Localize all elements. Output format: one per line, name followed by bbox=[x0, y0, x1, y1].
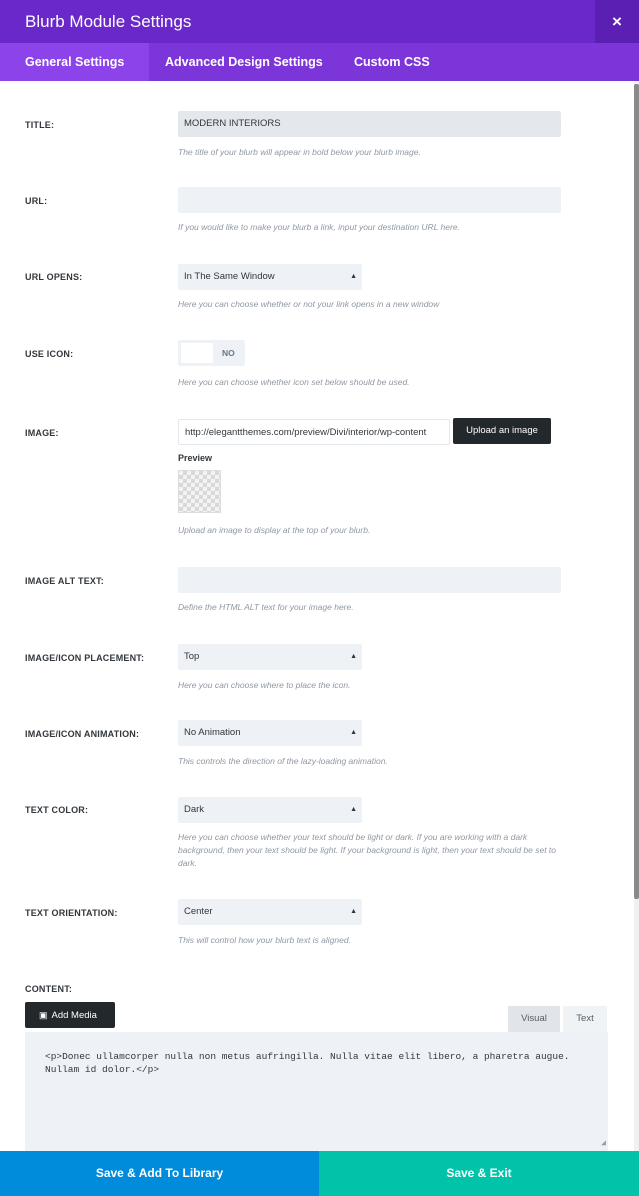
animation-select[interactable] bbox=[178, 720, 362, 746]
toggle-knob bbox=[181, 343, 213, 363]
placement-select[interactable] bbox=[178, 644, 362, 670]
alt-text-input[interactable] bbox=[178, 567, 561, 593]
add-media-button[interactable] bbox=[25, 1002, 115, 1028]
select-arrows-icon: ▲ bbox=[350, 729, 357, 736]
close-icon: × bbox=[612, 12, 622, 31]
select-arrows-icon: ▲ bbox=[350, 908, 357, 915]
editor-tab-visual[interactable]: Visual bbox=[508, 1006, 560, 1032]
image-preview bbox=[178, 470, 221, 513]
resize-handle-icon[interactable]: ◢ bbox=[601, 1139, 606, 1148]
alt-text-description: Define the HTML ALT text for your image here. bbox=[178, 602, 354, 612]
scrollbar-thumb[interactable] bbox=[634, 84, 639, 899]
media-icon: ▣ bbox=[39, 1010, 48, 1020]
modal-title: Blurb Module Settings bbox=[25, 12, 192, 31]
url-opens-value: In The Same Window bbox=[184, 271, 275, 282]
content-text: <p>Donec ullamcorper nulla non metus aufringilla. Nulla vitae elit libero, a pharetra augue. Nullam id dolor.</p> bbox=[45, 1051, 570, 1075]
use-icon-description: Here you can choose whether icon set below should be used. bbox=[178, 377, 410, 387]
text-color-description: Here you can choose whether your text should be light or dark. If you are working with a dark background, then your text should be light. If your background is light, then your text should be set to dark. bbox=[178, 832, 557, 868]
tab-custom-css[interactable]: Custom CSS bbox=[354, 55, 430, 69]
placement-value: Top bbox=[184, 651, 200, 662]
title-description: The title of your blurb will appear in bold below your blurb image. bbox=[178, 147, 421, 157]
animation-label: IMAGE/ICON ANIMATION: bbox=[25, 729, 140, 739]
url-opens-label: URL OPENS: bbox=[25, 272, 83, 282]
placement-label: IMAGE/ICON PLACEMENT: bbox=[25, 653, 145, 663]
image-description: Upload an image to display at the top of your blurb. bbox=[178, 525, 371, 535]
content-label: CONTENT: bbox=[25, 984, 73, 994]
text-color-value: Dark bbox=[184, 804, 205, 815]
animation-description: This controls the direction of the lazy-loading animation. bbox=[178, 756, 388, 766]
select-arrows-icon: ▲ bbox=[350, 653, 357, 660]
url-description: If you would like to make your blurb a link, input your destination URL here. bbox=[178, 222, 460, 232]
use-icon-label: USE ICON: bbox=[25, 349, 74, 359]
text-color-select[interactable] bbox=[178, 797, 362, 823]
orientation-value: Center bbox=[184, 906, 213, 917]
toggle-state: NO bbox=[222, 348, 235, 358]
orientation-label: TEXT ORIENTATION: bbox=[25, 908, 118, 918]
url-label: URL: bbox=[25, 196, 48, 206]
save-exit-button[interactable]: Save & Exit bbox=[319, 1151, 639, 1196]
select-arrows-icon: ▲ bbox=[350, 273, 357, 280]
preview-label: Preview bbox=[178, 453, 213, 463]
alt-text-label: IMAGE ALT TEXT: bbox=[25, 576, 104, 586]
url-input[interactable] bbox=[178, 187, 561, 213]
content-editor[interactable] bbox=[25, 1032, 608, 1152]
select-arrows-icon: ▲ bbox=[350, 806, 357, 813]
use-icon-toggle[interactable] bbox=[178, 340, 245, 366]
upload-image-button[interactable]: Upload an image bbox=[453, 418, 551, 444]
add-media-label: Add Media bbox=[51, 1010, 97, 1021]
tab-general-settings[interactable]: General Settings bbox=[0, 43, 149, 81]
modal-header bbox=[0, 0, 639, 43]
placement-description: Here you can choose where to place the icon. bbox=[178, 680, 351, 690]
settings-tabs bbox=[0, 43, 639, 81]
close-button[interactable] bbox=[595, 0, 639, 43]
title-label: TITLE: bbox=[25, 120, 55, 130]
save-add-to-library-button[interactable]: Save & Add To Library bbox=[0, 1151, 319, 1196]
image-url-input[interactable]: http://elegantthemes.com/preview/Divi/interior/wp-content bbox=[178, 419, 450, 445]
orientation-select[interactable] bbox=[178, 899, 362, 925]
url-opens-select[interactable] bbox=[178, 264, 362, 290]
tab-advanced-design-settings[interactable]: Advanced Design Settings bbox=[165, 55, 323, 69]
title-input[interactable]: MODERN INTERIORS bbox=[178, 111, 561, 137]
editor-tab-text[interactable]: Text bbox=[563, 1006, 607, 1032]
image-label: IMAGE: bbox=[25, 428, 59, 438]
text-color-label: TEXT COLOR: bbox=[25, 805, 89, 815]
orientation-description: This will control how your blurb text is aligned. bbox=[178, 935, 351, 945]
url-opens-description: Here you can choose whether or not your link opens in a new window bbox=[178, 299, 440, 309]
animation-value: No Animation bbox=[184, 727, 241, 738]
